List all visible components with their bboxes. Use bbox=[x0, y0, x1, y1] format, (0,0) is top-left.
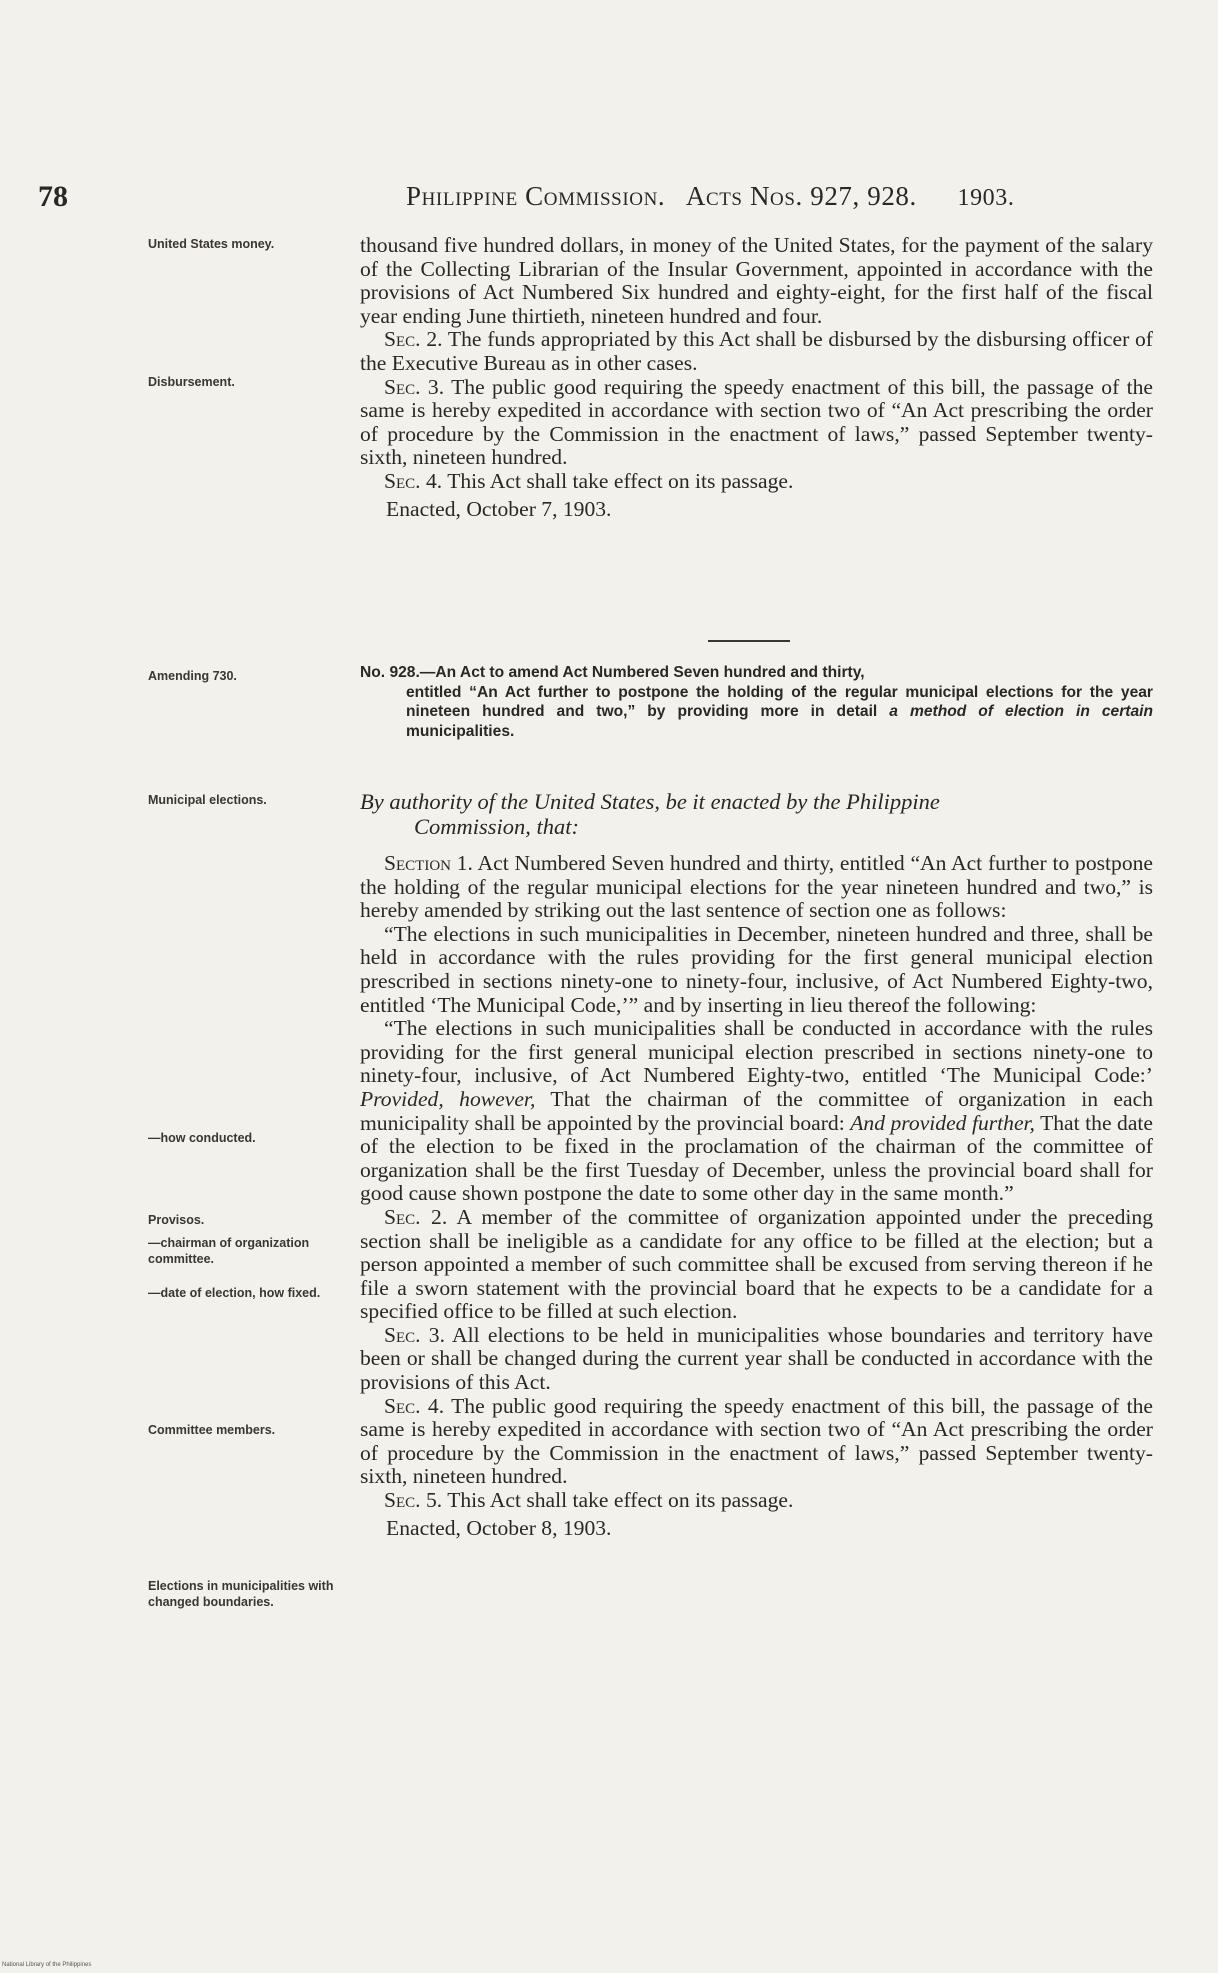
act-928-quote-inserted bbox=[360, 1017, 1153, 1206]
act-928-quote-struck: “The elections in such municipalities in December, nineteen hundred and three, shall be held in accordance with the rules providing for the first general municipal election prescribed in sections ninety-one to ninety-four, inclusive, of Act Numbered Eighty-two, entitled ‘The Municipal Code,’” and by inserting in lieu thereof the following: bbox=[360, 921, 1153, 1017]
running-head-acts: Acts Nos. 927, 928. bbox=[685, 181, 917, 211]
section-label: Sec. 3. bbox=[384, 1322, 445, 1347]
section-label: Sec. 4. bbox=[384, 1393, 445, 1418]
margin-note-committee-members: Committee members. bbox=[148, 1423, 276, 1437]
running-head-year: 1903. bbox=[957, 185, 1015, 211]
section-text: The funds appropriated by this Act shall be disbursed by the disbursing officer of the Executive Bureau as in other cases. bbox=[360, 327, 1153, 375]
quote-text: That the date of the election to be fixed in the proclamation of the chairman of the committee of organization shall be the first Tuesday of December, unless the provincial board shall for good cause shown postpone the date to some other day in the same month.” bbox=[360, 1110, 1153, 1206]
act-928-section-1 bbox=[360, 852, 1153, 923]
quote-text: That the chairman of the committee of organization in each municipality shall be appointed by the provincial board: bbox=[360, 1086, 1153, 1135]
margin-note-provisos: Provisos. bbox=[148, 1213, 205, 1227]
margin-note-disbursement: Disbursement. bbox=[148, 375, 235, 389]
page-number: 78 bbox=[38, 180, 68, 213]
margin-note-date-of-election: —date of election, how fixed. bbox=[148, 1286, 321, 1300]
act-927-section-4 bbox=[360, 470, 1153, 494]
act-divider-rule bbox=[708, 640, 790, 642]
act-928-title-line-1: No. 928.—An Act to amend Act Numbered Seven hundred and thirty, bbox=[360, 664, 865, 681]
enacting-line-1: By authority of the United States, be it enacted by the Philippine bbox=[360, 789, 940, 814]
section-label: Sec. 5. bbox=[384, 1488, 443, 1513]
margin-note-how-conducted: —how conducted. bbox=[148, 1131, 256, 1145]
running-head bbox=[406, 181, 1014, 212]
section-label: Sec. 2. bbox=[384, 327, 443, 352]
act-928-title-continuation bbox=[360, 683, 1153, 742]
margin-note-amending: Amending 730. bbox=[148, 669, 237, 683]
section-text: A member of the committee of organization appointed under the preceding section shall be ineligible as a candidate for any office to be filled at the election; but a person appointed a member of such committee shall be excused from serving thereon if he file a sworn statement with the provincial board that he expects to be a candidate for a specified office to be filled at such election. bbox=[360, 1204, 1154, 1324]
section-text: The public good requiring the speedy enactment of this bill, the passage of the same is hereby expedited in accordance with section two of “An Act prescribing the order of procedure by the Commission in the enactment of laws,” passed September twenty-sixth, nineteen hundred. bbox=[360, 1393, 1153, 1489]
act-928-section-2 bbox=[360, 1206, 1153, 1324]
act-927-text bbox=[360, 234, 1153, 521]
act-928-text bbox=[360, 852, 1153, 1540]
title-text-end: municipalities. bbox=[406, 722, 515, 740]
section-label: Sec. 3. bbox=[384, 374, 445, 399]
scan-footer: National Library of the Philippines bbox=[2, 1962, 92, 1968]
title-italic: a method of election in certain bbox=[889, 703, 1153, 720]
quote-text: “The elections in such municipalities shall be conducted in accordance with the rules providing for the first general municipal election prescribed in sections ninety-one to ninety-four, inclusive, of Act Numbered Eighty-two, entitled ‘The Municipal Code:’ bbox=[360, 1016, 1153, 1088]
section-text: This Act shall take effect on its passage. bbox=[447, 468, 794, 493]
act-928-section-4 bbox=[360, 1395, 1153, 1489]
enacting-line-2: Commission, that: bbox=[414, 814, 580, 839]
margin-note-changed-boundaries: Elections in municipalities with changed boundaries. bbox=[148, 1579, 334, 1609]
section-label: Sec. 4. bbox=[384, 468, 443, 493]
act-927-section-2 bbox=[360, 328, 1153, 375]
section-label: Section 1. bbox=[384, 851, 473, 875]
title-text: entitled “An Act further to postpone the holding of the regular municipal elections for the year nineteen hundred and two,” by providing more in detail bbox=[406, 683, 1153, 720]
section-text: The public good requiring the speedy enactment of this bill, the passage of the same is hereby expedited in accordance with section two of “An Act prescribing the order of procedure by the Commission in the enactment of laws,” passed September twenty-sixth, nineteen hundred. bbox=[360, 374, 1153, 470]
margin-note-municipal-elections: Municipal elections. bbox=[148, 793, 267, 807]
act-927-continuation: thousand five hundred dollars, in money of the United States, for the payment of the salary of the Collecting Librarian of the Insular Government, appointed in accordance with the provisions of Act Numbered Six hundred and eighty-eight, for the first half of the fiscal year ending June thirtieth, nineteen hundred and four. bbox=[360, 233, 1153, 328]
section-text: Act Numbered Seven hundred and thirty, entitled “An Act further to postpone the holding of the regular municipal elections for the year nineteen hundred and two,” is hereby amended by striking out the last sentence of section one as follows: bbox=[360, 851, 1153, 923]
act-927-section-3 bbox=[360, 376, 1153, 470]
running-head-title: Philippine Commission. bbox=[406, 181, 666, 211]
proviso-italic: And provided further, bbox=[850, 1110, 1035, 1135]
act-928-enacted-date: Enacted, October 8, 1903. bbox=[386, 1515, 612, 1540]
enacting-clause bbox=[360, 789, 1153, 839]
act-928-title bbox=[360, 663, 1153, 741]
section-text: This Act shall take effect on its passage. bbox=[447, 1488, 794, 1513]
margin-note-chairman: —chairman of organization committee. bbox=[148, 1236, 310, 1266]
margin-note-united-states-money: United States money. bbox=[148, 237, 275, 251]
act-928-section-3 bbox=[360, 1324, 1153, 1395]
section-text: All elections to be held in municipalities whose boundaries and territory have been or shall be changed during the current year shall be conducted in accordance with the provisions of this Act. bbox=[360, 1322, 1153, 1395]
section-label: Sec. 2. bbox=[384, 1204, 448, 1229]
act-927-enacted-date: Enacted, October 7, 1903. bbox=[386, 496, 612, 521]
act-928-section-5 bbox=[360, 1489, 1153, 1513]
proviso-italic: Provided, however, bbox=[360, 1086, 536, 1111]
